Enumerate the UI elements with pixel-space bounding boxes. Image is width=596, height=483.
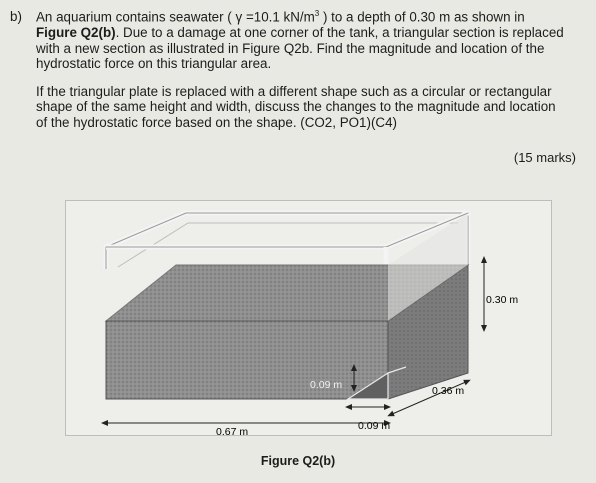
- p1-line1-b: ) to a depth of 0.30 m as shown in: [322, 9, 525, 25]
- p2-line2: shape of the same height and width, discuss the changes to the magnitude and location: [36, 99, 556, 115]
- p1-line4: hydrostatic force on this triangular area.: [36, 56, 272, 72]
- question-paragraph-2: [10, 84, 580, 131]
- p2-line3: of the hydrostatic force based on the shape. (CO2, PO1)(C4): [36, 115, 397, 131]
- question-paragraph-1: [10, 6, 580, 72]
- p1-line3: with a new section as illustrated in Figure Q2b. Find the magnitude and location of the: [36, 40, 545, 56]
- figure-reference: Figure Q2(b): [36, 25, 116, 41]
- dim-width: 0.36 m: [432, 385, 465, 397]
- front-face: [106, 321, 388, 399]
- marks-label: (15 marks): [513, 150, 576, 165]
- question-text: [10, 6, 580, 131]
- p2-line1: If the triangular plate is replaced with a different shape such as a circular or rectangular: [36, 83, 552, 99]
- aquarium-figure: [65, 200, 552, 436]
- question-label: b): [10, 9, 22, 25]
- gamma-value: =10.1 kN/m: [245, 9, 315, 25]
- gamma-symbol: γ: [235, 9, 243, 25]
- dim-depth: 0.30 m: [486, 294, 519, 306]
- gamma-exponent: 3: [314, 9, 320, 18]
- p1-line2: . Due to a damage at one corner of the tank, a triangular section is replaced: [115, 25, 564, 41]
- dim-tri-height: 0.09 m: [310, 379, 343, 391]
- figure-caption: Figure Q2(b): [260, 454, 336, 468]
- p1-line1-a: An aquarium contains seawater (: [36, 9, 232, 25]
- dim-tri-base: 0.09 m: [358, 420, 391, 432]
- aquarium-diagram: [66, 201, 551, 435]
- dim-length: 0.67 m: [216, 426, 249, 435]
